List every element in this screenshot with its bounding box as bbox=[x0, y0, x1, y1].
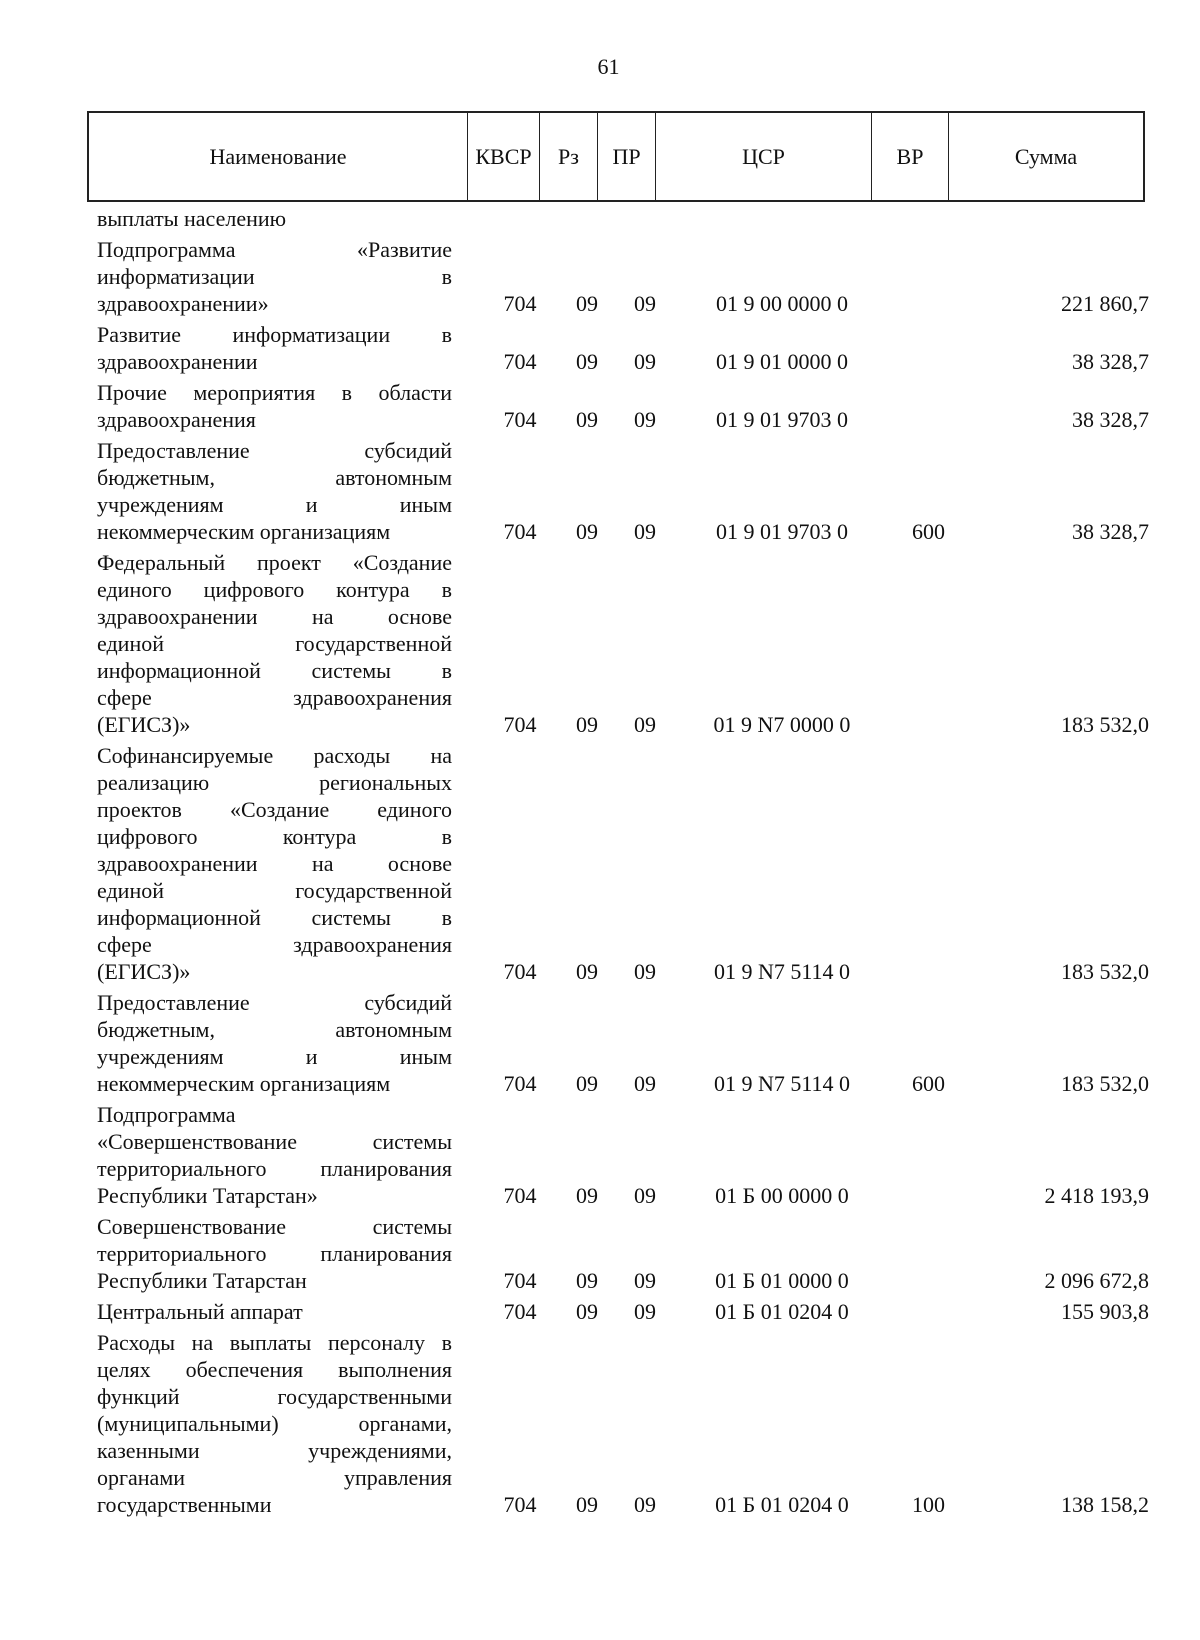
row-name-line: Республики Татарстан bbox=[97, 1268, 307, 1293]
row-name-line: здравоохранении на основе bbox=[97, 604, 452, 629]
row-name-line: единого цифрового контура в bbox=[97, 577, 452, 602]
cell-csr: 01 9 01 9703 0 bbox=[716, 407, 848, 432]
cell-sum: 155 903,8 bbox=[1061, 1299, 1149, 1324]
row-name-line: информационной системы в bbox=[97, 658, 452, 683]
cell-csr: 01 Б 00 0000 0 bbox=[715, 1183, 849, 1208]
row-name bbox=[97, 236, 452, 317]
row-name-line: территориального планирования bbox=[97, 1156, 452, 1181]
cell-pr bbox=[616, 205, 674, 232]
row-name-line: Подпрограмма bbox=[97, 1102, 236, 1127]
column-gap bbox=[452, 989, 482, 1097]
cell-rz: 09 bbox=[576, 1071, 598, 1096]
row-name bbox=[97, 989, 452, 1097]
row-name-line: бюджетным, автономным bbox=[97, 465, 452, 490]
row-name bbox=[97, 437, 452, 545]
cell-vr bbox=[890, 205, 967, 232]
table-row bbox=[0, 1101, 1200, 1209]
row-name-line: проектов «Создание единого bbox=[97, 797, 452, 822]
column-gap bbox=[452, 1101, 482, 1209]
row-name-line: (муниципальными) органами, bbox=[97, 1411, 452, 1436]
row-name bbox=[97, 1329, 452, 1518]
row-name-line: единой государственной bbox=[97, 878, 452, 903]
cell-vr bbox=[890, 549, 967, 738]
table-row bbox=[0, 742, 1200, 985]
row-name bbox=[97, 1213, 452, 1294]
row-name-line: реализацию региональных bbox=[97, 770, 452, 795]
row-name-line: Предоставление субсидий bbox=[97, 438, 452, 463]
cell-sum: 38 328,7 bbox=[1072, 407, 1149, 432]
row-name-line: Республики Татарстан» bbox=[97, 1183, 318, 1208]
cell-vr: 100 bbox=[912, 1492, 945, 1517]
row-name-line: информатизации в bbox=[97, 264, 452, 289]
cell-rz: 09 bbox=[576, 1492, 598, 1517]
cell-sum: 38 328,7 bbox=[1072, 519, 1149, 544]
cell-sum bbox=[967, 205, 1149, 232]
row-name-line: Центральный аппарат bbox=[97, 1299, 303, 1324]
column-gap bbox=[452, 1298, 482, 1325]
cell-vr bbox=[890, 236, 967, 317]
cell-vr bbox=[890, 379, 967, 433]
column-gap bbox=[452, 205, 482, 232]
row-name-line: сфере здравоохранения bbox=[97, 685, 452, 710]
cell-vr bbox=[890, 1101, 967, 1209]
cell-pr: 09 bbox=[634, 291, 656, 316]
table-header bbox=[87, 111, 1145, 202]
column-gap bbox=[452, 1329, 482, 1518]
row-name bbox=[97, 1298, 452, 1325]
row-name-line: здравоохранении на основе bbox=[97, 851, 452, 876]
cell-vr bbox=[890, 1298, 967, 1325]
cell-csr: 01 9 00 0000 0 bbox=[716, 291, 848, 316]
cell-kvsr: 704 bbox=[503, 712, 537, 737]
cell-pr: 09 bbox=[634, 407, 656, 432]
cell-csr: 01 Б 01 0204 0 bbox=[715, 1492, 849, 1517]
header-kvsr: КВСР bbox=[468, 113, 540, 200]
row-name-line: Прочие мероприятия в области bbox=[97, 380, 452, 405]
cell-kvsr: 704 bbox=[503, 1492, 537, 1517]
cell-pr: 09 bbox=[634, 1299, 656, 1324]
cell-vr bbox=[890, 321, 967, 375]
cell-csr: 01 Б 01 0000 0 bbox=[715, 1268, 849, 1293]
cell-pr: 09 bbox=[634, 1268, 656, 1293]
cell-pr: 09 bbox=[634, 1071, 656, 1096]
table-row bbox=[0, 321, 1200, 375]
row-name-line: цифрового контура в bbox=[97, 824, 452, 849]
cell-sum: 138 158,2 bbox=[1061, 1492, 1149, 1517]
cell-kvsr: 704 bbox=[503, 291, 537, 316]
column-gap bbox=[452, 321, 482, 375]
row-name-line: некоммерческим организациям bbox=[97, 519, 391, 544]
table-row bbox=[0, 1329, 1200, 1518]
row-name bbox=[97, 205, 452, 232]
cell-rz bbox=[558, 205, 616, 232]
row-name-line: Предоставление субсидий bbox=[97, 990, 452, 1015]
cell-pr: 09 bbox=[634, 1492, 656, 1517]
row-name-line: здравоохранения bbox=[97, 407, 256, 432]
header-csr: ЦСР bbox=[656, 113, 872, 200]
cell-pr: 09 bbox=[634, 1183, 656, 1208]
row-name-line: учреждениям и иным bbox=[97, 1044, 452, 1069]
cell-pr: 09 bbox=[634, 349, 656, 374]
row-name-line: Софинансируемые расходы на bbox=[97, 743, 452, 768]
row-name-line: казенными учреждениями, bbox=[97, 1438, 452, 1463]
row-name-line: Развитие информатизации в bbox=[97, 322, 452, 347]
row-name-line: сфере здравоохранения bbox=[97, 932, 452, 957]
table-row bbox=[0, 205, 1200, 232]
cell-kvsr: 704 bbox=[503, 407, 537, 432]
row-name-line: Подпрограмма «Развитие bbox=[97, 237, 452, 262]
row-name-line: Совершенствование системы bbox=[97, 1214, 452, 1239]
table-row bbox=[0, 1213, 1200, 1294]
table-row bbox=[0, 989, 1200, 1097]
cell-vr: 600 bbox=[912, 1071, 945, 1096]
cell-kvsr: 704 bbox=[503, 519, 537, 544]
row-name-line: Федеральный проект «Создание bbox=[97, 550, 452, 575]
cell-rz: 09 bbox=[576, 407, 598, 432]
cell-rz: 09 bbox=[576, 712, 598, 737]
cell-kvsr: 704 bbox=[503, 1268, 537, 1293]
row-name-line: некоммерческим организациям bbox=[97, 1071, 391, 1096]
cell-kvsr: 704 bbox=[503, 1183, 537, 1208]
row-name-line: (ЕГИСЗ)» bbox=[97, 959, 191, 984]
row-name-line: государственными bbox=[97, 1492, 272, 1517]
row-name bbox=[97, 742, 452, 985]
row-name-line: органами управления bbox=[97, 1465, 452, 1490]
cell-sum: 183 532,0 bbox=[1061, 712, 1149, 737]
cell-sum: 2 096 672,8 bbox=[1044, 1268, 1149, 1293]
row-name bbox=[97, 379, 452, 433]
cell-kvsr: 704 bbox=[503, 1299, 537, 1324]
cell-sum: 183 532,0 bbox=[1061, 1071, 1149, 1096]
table-row bbox=[0, 437, 1200, 545]
row-name-line: (ЕГИСЗ)» bbox=[97, 712, 191, 737]
cell-vr: 600 bbox=[912, 519, 945, 544]
cell-kvsr: 704 bbox=[503, 959, 537, 984]
cell-rz: 09 bbox=[576, 1268, 598, 1293]
cell-kvsr bbox=[482, 205, 558, 232]
column-gap bbox=[452, 742, 482, 985]
table-row bbox=[0, 236, 1200, 317]
table-body bbox=[0, 205, 1200, 1518]
cell-csr: 01 9 01 9703 0 bbox=[716, 519, 848, 544]
header-sum: Сумма bbox=[1014, 143, 1078, 169]
column-gap bbox=[452, 437, 482, 545]
row-name-line: функций государственными bbox=[97, 1384, 452, 1409]
cell-vr bbox=[890, 1213, 967, 1294]
column-gap bbox=[452, 549, 482, 738]
row-name-line: территориального планирования bbox=[97, 1241, 452, 1266]
cell-csr: 01 9 N7 5114 0 bbox=[713, 959, 851, 984]
cell-csr: 01 9 N7 5114 0 bbox=[713, 1071, 851, 1096]
cell-sum: 38 328,7 bbox=[1072, 349, 1149, 374]
header-pr: ПР bbox=[598, 113, 656, 200]
cell-rz: 09 bbox=[576, 959, 598, 984]
row-name-line: учреждениям и иным bbox=[97, 492, 452, 517]
table-row bbox=[0, 549, 1200, 738]
cell-pr: 09 bbox=[634, 519, 656, 544]
page-number: 61 bbox=[597, 54, 620, 79]
header-name: Наименование bbox=[89, 113, 468, 200]
column-gap bbox=[452, 1213, 482, 1294]
cell-csr bbox=[674, 205, 890, 232]
table-row bbox=[0, 379, 1200, 433]
cell-sum: 183 532,0 bbox=[1061, 959, 1149, 984]
cell-pr: 09 bbox=[634, 959, 656, 984]
row-name-line: информационной системы в bbox=[97, 905, 452, 930]
cell-kvsr: 704 bbox=[503, 1071, 537, 1096]
cell-rz: 09 bbox=[576, 349, 598, 374]
row-name-line: бюджетным, автономным bbox=[97, 1017, 452, 1042]
row-name-line: здравоохранении bbox=[97, 349, 258, 374]
cell-rz: 09 bbox=[576, 519, 598, 544]
row-name bbox=[97, 321, 452, 375]
cell-csr: 01 Б 01 0204 0 bbox=[715, 1299, 849, 1324]
header-vr: ВР bbox=[872, 113, 949, 200]
row-name bbox=[97, 1101, 452, 1209]
column-gap bbox=[452, 236, 482, 317]
row-name bbox=[97, 549, 452, 738]
cell-csr: 01 9 01 0000 0 bbox=[716, 349, 848, 374]
row-name-line: целях обеспечения выполнения bbox=[97, 1357, 452, 1382]
row-name-line: «Совершенствование системы bbox=[97, 1129, 452, 1154]
row-name-line: единой государственной bbox=[97, 631, 452, 656]
header-rz: Рз bbox=[540, 113, 598, 200]
cell-rz: 09 bbox=[576, 1299, 598, 1324]
row-name-line: здравоохранении» bbox=[97, 291, 269, 316]
cell-sum: 2 418 193,9 bbox=[1044, 1183, 1149, 1208]
cell-kvsr: 704 bbox=[503, 349, 537, 374]
cell-rz: 09 bbox=[576, 291, 598, 316]
table-row bbox=[0, 1298, 1200, 1325]
cell-vr bbox=[890, 742, 967, 985]
cell-pr: 09 bbox=[634, 712, 656, 737]
row-name-line: Расходы на выплаты персоналу в bbox=[97, 1330, 452, 1355]
column-gap bbox=[452, 379, 482, 433]
cell-csr: 01 9 N7 0000 0 bbox=[713, 712, 851, 737]
row-name-line: выплаты населению bbox=[97, 206, 287, 231]
cell-rz: 09 bbox=[576, 1183, 598, 1208]
cell-sum: 221 860,7 bbox=[1061, 291, 1149, 316]
